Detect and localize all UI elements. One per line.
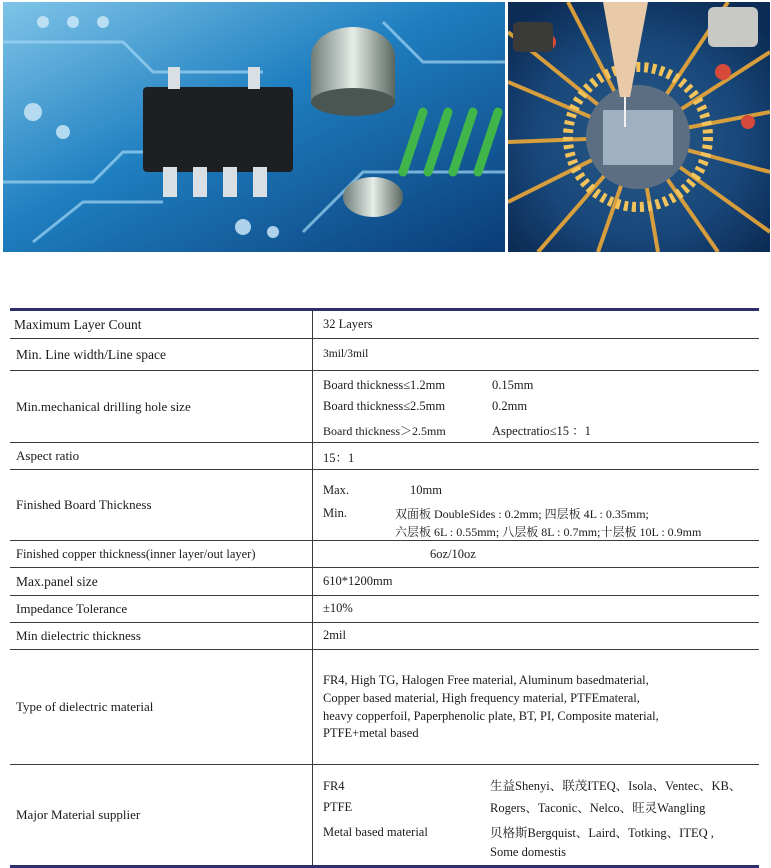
row-value-copper	[313, 541, 759, 567]
drilling-cond-2: Board thickness≤2.5mm	[323, 399, 446, 413]
supplier-names-line-1: 生益Shenyi、联茂ITEQ、Isola、Ventec、KB、	[490, 779, 742, 793]
table-row	[10, 443, 759, 470]
panel-size-value: 610*1200mm	[323, 574, 393, 588]
row-label-supplier: Major Material supplier	[10, 765, 313, 865]
row-label-dielectric-thickness: Min dielectric thickness	[10, 623, 313, 649]
table-row	[10, 339, 759, 371]
dielectric-type-line-1: FR4, High TG, Halogen Free material, Aluminum basedmaterial,	[323, 673, 649, 687]
table-row	[10, 765, 759, 865]
layer-count-value: 32 Layers	[323, 317, 373, 331]
dielectric-type-line-4: PTFE+metal based	[323, 726, 419, 740]
row-label-line-width: Min. Line width/Line space	[10, 339, 313, 370]
row-value-board-thickness	[313, 470, 759, 540]
photo-banner	[3, 2, 770, 252]
table-row	[10, 470, 759, 541]
aspect-ratio-value: 15：1	[323, 451, 355, 465]
row-value-layer-count	[313, 311, 759, 338]
dielectric-type-line-2: Copper based material, High frequency material, PTFEmateral,	[323, 691, 640, 705]
table-row	[10, 623, 759, 650]
supplier-names-line-2: Rogers、Taconic、Nelco、旺灵Wangling	[490, 801, 706, 815]
board-min-line-1: 双面板 DoubleSides : 0.2mm; 四层板 4L : 0.35mm;	[395, 507, 649, 521]
supplier-category-fr4: FR4	[323, 779, 345, 793]
row-value-dielectric-type	[313, 650, 759, 764]
copper-value: 6oz/10oz	[430, 547, 476, 561]
board-min-line-2: 六层板 6L : 0.55mm; 八层板 8L : 0.7mm;十层板 10L : 0.9mm	[395, 525, 702, 539]
row-label-impedance: Impedance Tolerance	[10, 596, 313, 622]
supplier-names-line-3: 贝格斯Bergquist、Laird、Totking、ITEQ ,	[490, 826, 714, 840]
row-value-impedance	[313, 596, 759, 622]
row-label-drilling: Min.mechanical drilling hole size	[10, 371, 313, 442]
row-value-panel-size	[313, 568, 759, 595]
pcb-capability-table	[10, 308, 759, 868]
supplier-category-metal: Metal based material	[323, 825, 428, 839]
supplier-category-ptfe: PTFE	[323, 800, 353, 814]
drilling-val-2: 0.2mm	[492, 399, 528, 413]
table-row	[10, 596, 759, 623]
row-label-copper: Finished copper thickness(inner layer/out layer)	[10, 541, 313, 567]
table-row	[10, 371, 759, 443]
table-row	[10, 650, 759, 765]
row-value-supplier	[313, 765, 759, 865]
drilling-val-1: 0.15mm	[492, 378, 534, 392]
row-label-panel-size: Max.panel size	[10, 568, 313, 595]
drilling-cond-1: Board thickness≤1.2mm	[323, 378, 446, 392]
row-label-board-thickness: Finished Board Thickness	[10, 470, 313, 540]
drilling-cond-3: Board thickness＞2.5mm	[323, 424, 446, 438]
row-label-dielectric-type: Type of dielectric material	[10, 650, 313, 764]
dielectric-thickness-value: 2mil	[323, 628, 346, 642]
row-value-aspect-ratio	[313, 443, 759, 469]
row-value-line-width	[313, 339, 759, 370]
pcb-circuit-photo	[3, 2, 505, 252]
board-max-value: 10mm	[410, 483, 442, 497]
table-row	[10, 311, 759, 339]
supplier-names-line-4: Some domestis	[490, 845, 567, 859]
impedance-value: ±10%	[323, 601, 353, 615]
chip-bonding-photo	[508, 2, 770, 252]
row-label-layer-count: Maximum Layer Count	[10, 311, 313, 338]
row-value-drilling	[313, 371, 759, 442]
row-label-aspect-ratio: Aspect ratio	[10, 443, 313, 469]
line-width-value: 3mil/3mil	[323, 348, 369, 360]
dielectric-type-line-3: heavy copperfoil, Paperphenolic plate, BT, PI, Composite material,	[323, 709, 659, 723]
board-max-label: Max.	[323, 483, 350, 497]
table-row	[10, 568, 759, 596]
row-value-dielectric-thickness	[313, 623, 759, 649]
drilling-val-3: Aspectratio≤15 ：1	[492, 424, 591, 438]
table-row	[10, 541, 759, 568]
board-min-label: Min.	[323, 506, 347, 520]
